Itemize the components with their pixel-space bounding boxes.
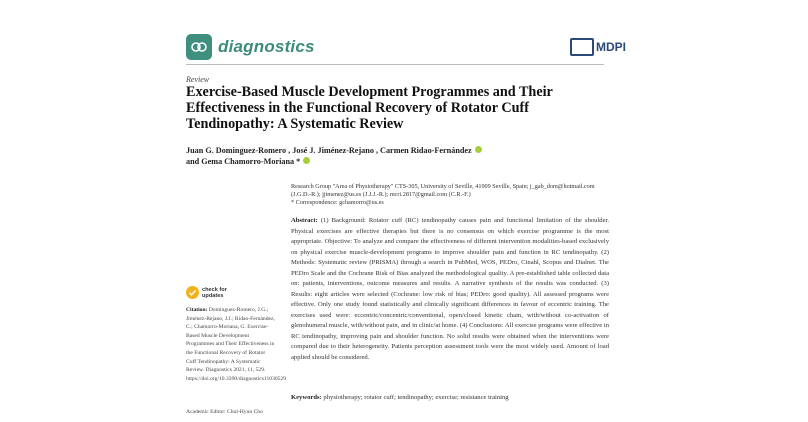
keywords-text: physiotherapy; rotator cuff; tendinopathy; exercise; resistance training <box>321 394 509 401</box>
citation-text: Dominguez-Romero, J.G.; Jiménez-Rejano, J.J.; Ridao-Fernández, C.; Chamorro-Moriana, G. Exercise-Based Muscle Development Programmes and Their Effectiveness in the Functional Recovery of Rotator Cuff Tendinopathy: A Systematic Review. Diagnostics 2021, 11, 529. https://doi.org/10.3390/diagnostics11030529 <box>186 307 287 382</box>
check-updates-label <box>202 287 227 299</box>
abstract <box>291 216 609 363</box>
author-list <box>186 145 606 167</box>
publisher-logo <box>570 38 626 56</box>
orcid-icon[interactable] <box>475 146 482 153</box>
citation <box>186 306 287 383</box>
check-updates-icon <box>186 286 199 299</box>
check-for-updates-badge[interactable] <box>186 286 227 299</box>
journal-emblem-icon <box>186 34 212 60</box>
article-title: Exercise-Based Muscle Development Programmes and Their Effectiveness in the Functional Recovery of Rotator Cuff Tendinopathy: A Systematic Review <box>186 84 553 132</box>
keywords-label: Keywords: <box>291 394 322 401</box>
check-updates-line-2: updates <box>202 292 224 299</box>
publisher-name: MDPI <box>596 40 626 54</box>
correspondence: * Correspondence: gchamorro@us.es <box>291 199 384 206</box>
affiliation-text: Research Group "Area of Physiotherapy" CTS-305, University of Seville, 41009 Seville, Spain; j_gab_dom@hotmail.com (J.G.D.-R.); jjimenez@us.es (J.J.J.-R.); mcri.2817@gmail.com (C.R.-F.) <box>291 183 595 198</box>
citation-label: Citation: <box>186 307 208 313</box>
journal-name: diagnostics <box>218 37 315 56</box>
mdpi-mark-icon <box>570 38 594 56</box>
header-divider <box>186 64 604 65</box>
authors-line-1: Juan G. Dominguez-Romero , José J. Jiménez-Rejano , Carmen Ridao-Fernández <box>186 146 472 155</box>
authors-line-2: and Gema Chamorro-Moriana * <box>186 157 301 166</box>
journal-logo <box>186 34 315 60</box>
affiliation <box>291 183 609 207</box>
keywords <box>291 393 609 402</box>
abstract-text: (1) Background: Rotator cuff (RC) tendinopathy causes pain and functional limitation of the shoulder. Physical exercises are effective therapies but there is no consensus on which exercise programme is the most appropriate. Objective: To analyze and compare the effectiveness of different intervention modalities-based exclusively on physical exercise muscle-development programs to improve shoulder pain and function in RC tendinopathy. (2) Methods: Systematic review (PRISMA) through a search in PubMed, WOS, PEDro, Cinahl, Scopus and Dialnet. The PEDro Scale and the Cochrane Risk of Bias analyzed the methodological quality. A pre-established table collected data on: patients, interventions, outcome measures and results. A narrative synthesis of the results was conducted. (3) Results: eight articles were selected (Cochrane: low risk of bias; PEDro: good quality). All assessed programs were effective. Only one study found statistically and clinically significant differences in favour of eccentric training. The exercises used were: eccentric/concentric/conventional, open/closed kinetic chain, with/without co-activation of glenohumeral muscle, with/without pain, and in clinic/at home. (4) Conclusions: All exercise programs were effective in RC tendinopathy, improving pain and shoulder function. No solid results were obtained when the interventions were compared due to their heterogeneity. Patients perception assessment tools were the most widely used. Amount of load applied should be considered. <box>291 217 609 361</box>
abstract-label: Abstract: <box>291 217 318 224</box>
article-type: Review <box>186 75 210 84</box>
academic-editor: Academic Editor: Chul-Hyun Cho <box>186 409 263 415</box>
orcid-icon[interactable] <box>303 157 310 164</box>
check-updates-line-1: check for <box>202 286 227 293</box>
